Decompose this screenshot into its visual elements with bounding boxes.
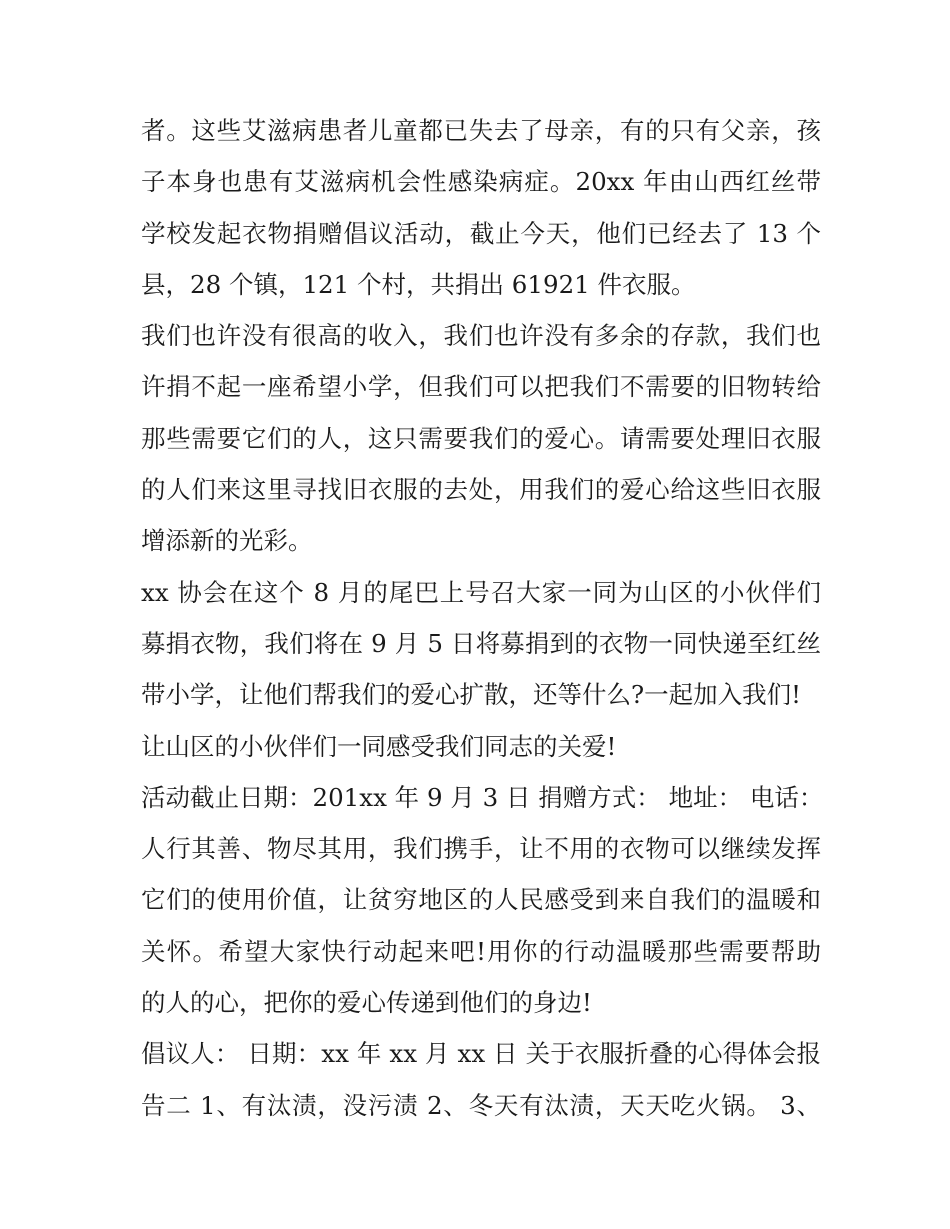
text-line: 人行其善、物尽其用，我们携手，让不用的衣物可以继续发挥 (141, 834, 821, 864)
text-line: 倡议人： 日期：xx 年 xx 月 xx 日 关于衣服折叠的心得体会报 (141, 1039, 821, 1069)
text-line: 它们的使用价值，让贫穷地区的人民感受到来自我们的温暖和 (141, 885, 821, 915)
text-line: 募捐衣物，我们将在 9 月 5 日将募捐到的衣物一同快递至红丝 (141, 628, 821, 658)
text-line: 县，28 个镇，121 个村，共捐出 61921 件衣服。 (141, 269, 696, 299)
text-line: 那些需要它们的人，这只需要我们的爱心。请需要处理旧衣服 (141, 423, 821, 453)
text-line: 关怀。希望大家快行动起来吧!用你的行动温暖那些需要帮助 (141, 936, 821, 966)
text-line: xx 协会在这个 8 月的尾巴上号召大家一同为山区的小伙伴们 (141, 577, 821, 607)
text-line: 子本身也患有艾滋病机会性感染病症。20xx 年由山西红丝带 (141, 167, 821, 197)
text-line: 者。这些艾滋病患者儿童都已失去了母亲，有的只有父亲，孩 (141, 116, 821, 145)
text-line: 让山区的小伙伴们一同感受我们同志的关爱! (141, 731, 617, 761)
text-line: 我们也许没有很高的收入，我们也许没有多余的存款，我们也 (141, 321, 821, 351)
text-line: 告二 1、有汰渍，没污渍 2、冬天有汰渍，天天吃火锅。 3、 (141, 1090, 821, 1120)
text-line: 的人们来这里寻找旧衣服的去处，用我们的爱心给这些旧衣服 (141, 475, 821, 505)
text-line: 学校发起衣物捐赠倡议活动，截止今天，他们已经去了 13 个 (141, 218, 821, 248)
text-line: 增添新的光彩。 (141, 526, 313, 556)
text-line: 活动截止日期：201xx 年 9 月 3 日 捐赠方式： 地址： 电话： (141, 782, 824, 812)
text-line: 的人的心，把你的爱心传递到他们的身边! (141, 988, 592, 1018)
text-line: 许捐不起一座希望小学，但我们可以把我们不需要的旧物转给 (141, 372, 821, 402)
text-line: 带小学，让他们帮我们的爱心扩散，还等什么?一起加入我们! (141, 680, 801, 710)
document-body (141, 105, 824, 1131)
